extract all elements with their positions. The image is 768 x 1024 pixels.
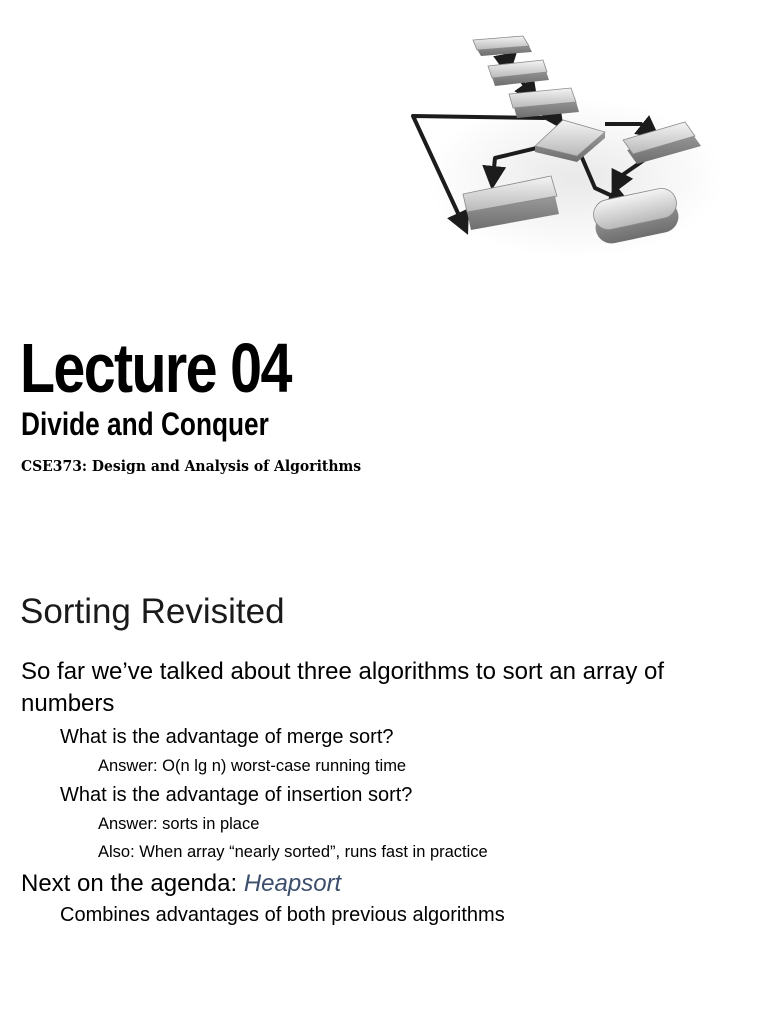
bullet-insertion-answer: Answer: sorts in place xyxy=(98,815,260,833)
section-title: Sorting Revisited xyxy=(20,592,285,631)
bullet-merge-answer: Answer: O(n lg n) worst-case running time xyxy=(98,757,407,775)
next-agenda-prefix: Next on the agenda: xyxy=(21,870,244,897)
bullet-intro: So far we’ve talked about three algorithms to sort an array of numbers xyxy=(21,658,664,717)
bullet-heapsort-detail: Combines advantages of both previous algorithms xyxy=(60,904,505,926)
content-slide xyxy=(0,560,768,1024)
bullet-insertion-question: What is the advantage of insertion sort? xyxy=(60,784,413,806)
heapsort-emphasis: Heapsort xyxy=(243,870,342,897)
course-name: CSE373: Design and Analysis of Algorithms xyxy=(21,457,362,475)
bullet-insertion-also: Also: When array “nearly sorted”, runs fast in practice xyxy=(98,843,488,861)
lecture-subtitle: Divide and Conquer xyxy=(21,406,269,442)
flowchart-icon xyxy=(395,28,725,268)
bullet-list xyxy=(21,656,751,930)
bullet-merge-question: What is the advantage of merge sort? xyxy=(60,726,394,748)
lecture-title: Lecture 04 xyxy=(20,329,291,407)
bullet-next-agenda xyxy=(21,868,751,900)
